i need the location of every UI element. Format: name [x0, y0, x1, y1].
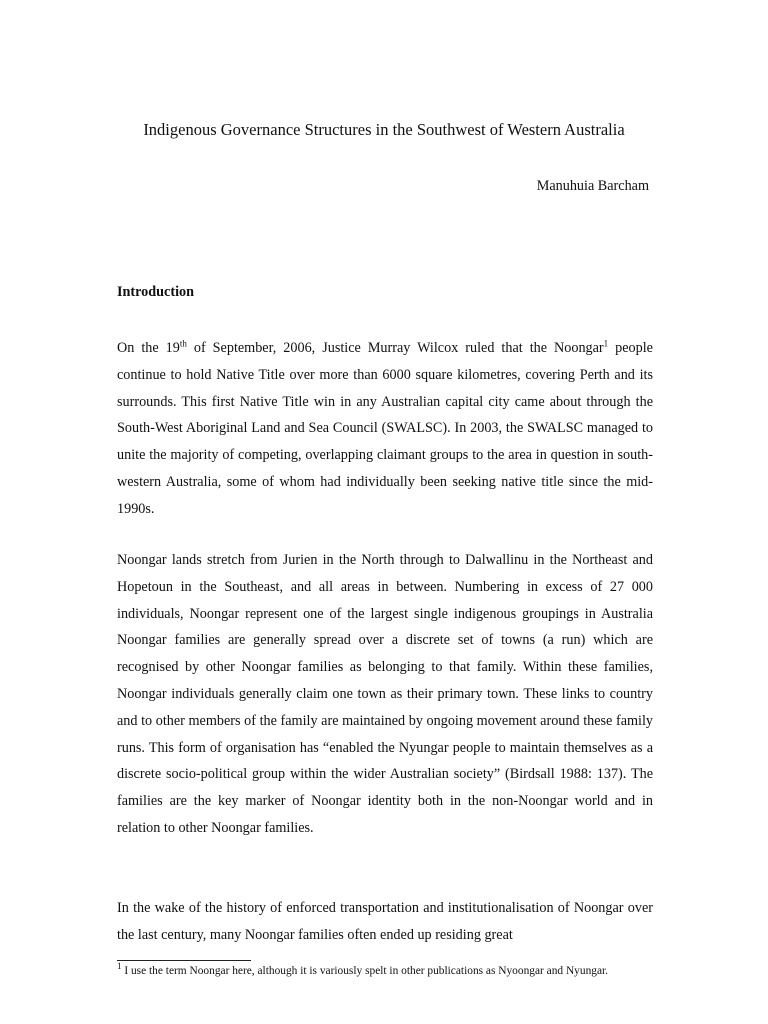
paragraph-3: In the wake of the history of enforced transportation and institutionalisation of Noongar over the last century, many Noongar families often ended up residing great: [117, 900, 653, 943]
section-heading: Introduction: [117, 284, 194, 300]
paragraph-1-end: people continue to hold Native Title over more than 6000 square kilometres, covering Perth and its surrounds. This first Native Title win in any Australian capital city came about through the South-West Aboriginal Land and Sea Council (SWALSC). In 2003, the SWALSC managed to unite the majority of competing, overlapping claimant groups to the area in question in south-western Australia, some of whom had individually been seeking native title since the mid-1990s.: [117, 340, 653, 517]
author-name: Manuhuia Barcham: [536, 178, 649, 194]
footnote-reference[interactable]: 1: [603, 338, 609, 349]
paragraph-1: [117, 335, 653, 523]
document-title: Indigenous Governance Structures in the Southwest of Western Australia: [143, 120, 625, 139]
ordinal-suffix: th: [179, 338, 187, 349]
paragraph-1-start: On the 19: [117, 340, 180, 356]
paragraph-1-middle: of September, 2006, Justice Murray Wilcox ruled that the Noongar: [186, 340, 604, 356]
paragraph-2: Noongar lands stretch from Jurien in the North through to Dalwallinu in the Northeast and Hopetoun in the Southeast, and all areas in between. Numbering in excess of 27 000 individuals, Noongar represent one of the largest single indigenous groupings in Australia Noongar families are generally spread over a discrete set of towns (a run) which are recognised by other Noongar families as belonging to that family. Within these families, Noongar individuals generally claim one town as their primary town. These links to country and to other members of the family are maintained by ongoing movement around these family runs. This form of organisation has “enabled the Nyungar people to maintain themselves as a discrete socio-political group within the wider Australian society” (Birdsall 1988: 137). The families are the key marker of Noongar identity both in the non-Noongar world and in relation to other Noongar families.: [117, 552, 653, 836]
footnote: [117, 961, 637, 979]
footnote-separator: [117, 960, 251, 961]
footnote-text: I use the term Noongar here, although it is variously spelt in other publications as Nyoongar and Nyungar.: [121, 965, 609, 977]
footnote-marker: 1: [117, 961, 122, 972]
